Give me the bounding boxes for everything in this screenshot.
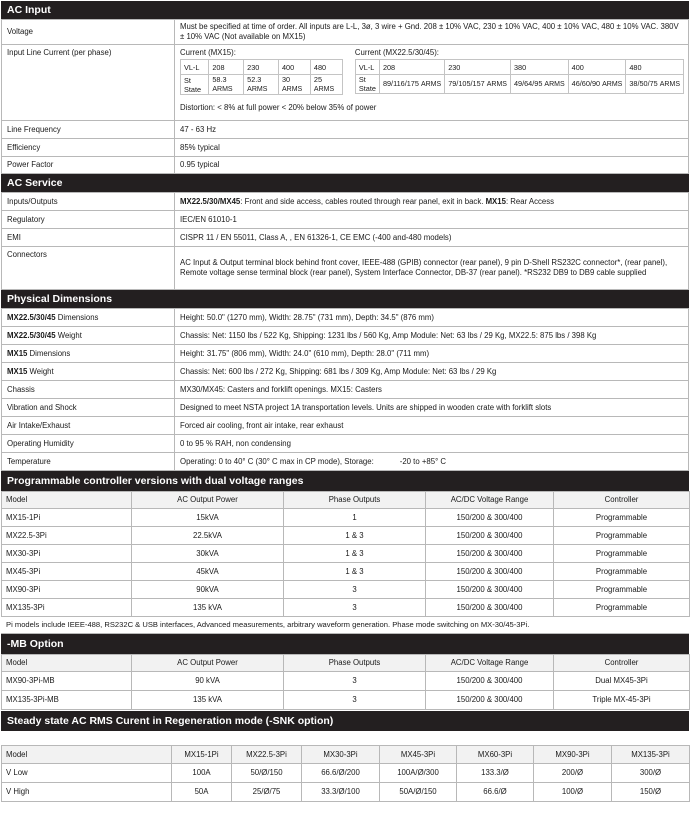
col-header: MX135-3Pi (612, 746, 690, 764)
physical-row (2, 309, 689, 327)
distortion-text: Distortion: < 8% at full power < 20% below 35% of power (180, 103, 377, 112)
controller-cell: Programmable (554, 527, 690, 545)
model-cell: MX135-3Pi-MB (2, 691, 132, 710)
current-cell: 300/Ø (612, 764, 690, 783)
input-current-label: Input Line Current (per phase) (2, 45, 175, 121)
col-header: MX90-3Pi (534, 746, 612, 764)
mx15-current-cell: 52.3 ARMS (244, 75, 279, 95)
table-row (2, 581, 690, 599)
programmable-header-row (2, 492, 690, 509)
physical-row (2, 399, 689, 417)
mx22-current-cell: 49/64/95 ARMS (510, 75, 568, 94)
ac-input-table (1, 19, 689, 174)
physical-row (2, 363, 689, 381)
current-cell: 66.6/Ø (457, 783, 534, 802)
current-cell: 133.3/Ø (457, 764, 534, 783)
mx15-current-cell: 30 ARMS (278, 75, 310, 95)
col-header: Phase Outputs (284, 492, 426, 509)
physical-value: 0 to 95 % RAH, non condensing (175, 435, 689, 453)
physical-value: Height: 50.0" (1270 mm), Width: 28.75" (731 mm), Depth: 34.5" (876 mm) (175, 309, 689, 327)
mx15-v230-cell: 230 (244, 60, 279, 75)
emi-label: EMI (2, 229, 175, 247)
temperature-row (2, 453, 689, 471)
power-cell: 22.5kVA (132, 527, 284, 545)
regen-table (1, 745, 690, 802)
input-current-value (175, 45, 689, 121)
physical-table (1, 308, 689, 471)
physical-row (2, 327, 689, 345)
spec-sheet (1, 1, 689, 817)
phase-cell: 3 (284, 691, 426, 710)
current-cell: 150/Ø (612, 783, 690, 802)
model-cell: MX90-3Pi (2, 581, 132, 599)
connectors-row (2, 247, 689, 290)
mx22-v208-cell: 208 (379, 60, 444, 75)
connectors-value: AC Input & Output terminal block behind front cover, IEEE-488 (GPIB) connector (rear panel), 9 pin D-Shell RS232C connector*, (rear panel), Remote voltage sense terminal block (rear panel), System Interface Connector, DB-37 (rear panel). *RS232 DB9 to DB9 cable supplied (175, 247, 689, 290)
voltage-row (2, 20, 689, 45)
range-cell: 150/200 & 300/400 (426, 581, 554, 599)
power-factor-label: Power Factor (2, 157, 175, 174)
controller-cell: Programmable (554, 509, 690, 527)
range-cell: 150/200 & 300/400 (426, 527, 554, 545)
line-frequency-value: 47 - 63 Hz (175, 121, 689, 139)
power-cell: 90 kVA (132, 672, 284, 691)
mb-option-table (1, 654, 690, 710)
phase-cell: 1 & 3 (284, 545, 426, 563)
current-cell: 50A/Ø/150 (380, 783, 457, 802)
table-row (2, 509, 690, 527)
mx22-current-cell: 38/50/75 ARMS (626, 75, 684, 94)
mx15-v400-cell: 400 (278, 60, 310, 75)
table-row (2, 764, 690, 783)
range-cell: 150/200 & 300/400 (426, 545, 554, 563)
physical-label: MX15 Weight (2, 363, 175, 381)
power-cell: 90kVA (132, 581, 284, 599)
line-frequency-label: Line Frequency (2, 121, 175, 139)
col-header: Model (2, 655, 132, 672)
physical-label: Vibration and Shock (2, 399, 175, 417)
model-cell: MX135-3Pi (2, 599, 132, 617)
regulatory-label: Regulatory (2, 211, 175, 229)
current-cell: 100/Ø (534, 783, 612, 802)
physical-row (2, 345, 689, 363)
controller-cell: Triple MX-45-3Pi (554, 691, 690, 710)
phase-cell: 3 (284, 581, 426, 599)
col-header: Phase Outputs (284, 655, 426, 672)
ac-service-table (1, 192, 689, 290)
table-row (2, 545, 690, 563)
range-label-cell: V Low (2, 764, 172, 783)
physical-label: MX15 Dimensions (2, 345, 175, 363)
power-cell: 45kVA (132, 563, 284, 581)
col-header: Controller (554, 492, 690, 509)
regen-header-row (2, 746, 690, 764)
mx15-v480-cell: 480 (310, 60, 342, 75)
mx22-v400-cell: 400 (568, 60, 626, 75)
current-cell: 100A (172, 764, 232, 783)
temperature-value: Operating: 0 to 40° C (30° C max in CP mode), Storage: -20 to +85° C (175, 453, 689, 471)
efficiency-value: 85% typical (175, 139, 689, 157)
mx22-current-caption: Current (MX22.5/30/45): (354, 48, 439, 57)
col-header: MX60-3Pi (457, 746, 534, 764)
col-header: Model (2, 492, 132, 509)
table-row (2, 563, 690, 581)
mx15-v208-cell: 208 (209, 60, 244, 75)
power-factor-value: 0.95 typical (175, 157, 689, 174)
voltage-label: Voltage (2, 20, 175, 45)
mx15-current-caption: Current (MX15): (180, 48, 236, 57)
range-label-cell: V High (2, 783, 172, 802)
regen-spacer (1, 731, 689, 745)
physical-label: MX22.5/30/45 Weight (2, 327, 175, 345)
range-cell: 150/200 & 300/400 (426, 509, 554, 527)
physical-label: MX22.5/30/45 Dimensions (2, 309, 175, 327)
mx22-ststate-cell: St State (355, 75, 379, 94)
mx15-vll-cell: VL-L (181, 60, 209, 75)
phase-cell: 3 (284, 672, 426, 691)
controller-cell: Programmable (554, 563, 690, 581)
physical-label: Operating Humidity (2, 435, 175, 453)
power-factor-row (2, 157, 689, 174)
current-cell: 25/Ø/75 (232, 783, 302, 802)
model-cell: MX45-3Pi (2, 563, 132, 581)
col-header: MX45-3Pi (380, 746, 457, 764)
mx22-v380-cell: 380 (510, 60, 568, 75)
col-header: Controller (554, 655, 690, 672)
col-header: MX15-1Pi (172, 746, 232, 764)
physical-row (2, 381, 689, 399)
efficiency-row (2, 139, 689, 157)
power-cell: 30kVA (132, 545, 284, 563)
physical-value: Chassis: Net: 1150 lbs / 522 Kg, Shipping: 1231 lbs / 560 Kg, Amp Module: Net: 63 lbs / 29 Kg, MX22.5: 875 lbs / 398 Kg (175, 327, 689, 345)
phase-cell: 1 (284, 509, 426, 527)
physical-value: MX30/MX45: Casters and forklift openings. MX15: Casters (175, 381, 689, 399)
current-cell: 50A (172, 783, 232, 802)
power-cell: 135 kVA (132, 691, 284, 710)
regen-header: Steady state AC RMS Curent in Regeneration mode (-SNK option) (1, 711, 689, 731)
phase-cell: 1 & 3 (284, 527, 426, 545)
power-cell: 15kVA (132, 509, 284, 527)
table-row (2, 691, 690, 710)
model-cell: MX22.5-3Pi (2, 527, 132, 545)
col-header: AC/DC Voltage Range (426, 655, 554, 672)
physical-label: Chassis (2, 381, 175, 399)
controller-cell: Dual MX45-3Pi (554, 672, 690, 691)
mx15-current-cell: 58.3 ARMS (209, 75, 244, 95)
efficiency-label: Efficiency (2, 139, 175, 157)
regulatory-value: IEC/EN 61010-1 (175, 211, 689, 229)
mx22-current-cell: 79/105/157 ARMS (445, 75, 511, 94)
emi-value: CISPR 11 / EN 55011, Class A, , EN 61326-1, CE EMC (-400 and-480 models) (175, 229, 689, 247)
physical-label: Air Intake/Exhaust (2, 417, 175, 435)
line-frequency-row (2, 121, 689, 139)
table-row (2, 599, 690, 617)
programmable-header: Programmable controller versions with dual voltage ranges (1, 471, 689, 491)
mx15-current-table (180, 59, 343, 95)
input-current-row (2, 45, 689, 121)
power-cell: 135 kVA (132, 599, 284, 617)
table-row (2, 783, 690, 802)
physical-value: Forced air cooling, front air intake, rear exhaust (175, 417, 689, 435)
table-row (2, 672, 690, 691)
range-cell: 150/200 & 300/400 (426, 672, 554, 691)
physical-value: Chassis: Net: 600 lbs / 272 Kg, Shipping: 681 lbs / 309 Kg, Amp Module: Net: 63 lbs / 29 Kg (175, 363, 689, 381)
mb-header-row (2, 655, 690, 672)
emi-row (2, 229, 689, 247)
table-row (2, 527, 690, 545)
current-cell: 200/Ø (534, 764, 612, 783)
mx22-v480-cell: 480 (626, 60, 684, 75)
programmable-table (1, 491, 690, 617)
mx22-vll-cell: VL-L (355, 60, 379, 75)
col-header: Model (2, 746, 172, 764)
model-cell: MX30-3Pi (2, 545, 132, 563)
physical-header: Physical Dimensions (1, 290, 689, 308)
physical-row (2, 435, 689, 453)
mx22-current-table (355, 59, 684, 94)
physical-value: Height: 31.75" (806 mm), Width: 24.0" (610 mm), Depth: 28.0" (711 mm) (175, 345, 689, 363)
regulatory-row (2, 211, 689, 229)
pi-models-note: Pi models include IEEE-488, RS232C & USB interfaces, Advanced measurements, arbitrary waveform generation. Phase mode switching on MX-30/45-3Pi. (1, 617, 689, 634)
voltage-value: Must be specified at time of order. All inputs are L-L, 3ø, 3 wire + Gnd. 208 ± 10% VAC, 230 ± 10% VAC, 400 ± 10% VAC, 480 ± 10% VAC. 380V ± 10% VAC (Not available on MX15) (175, 20, 689, 45)
inputs-outputs-row (2, 193, 689, 211)
current-cell: 66.6/Ø/200 (302, 764, 380, 783)
phase-cell: 1 & 3 (284, 563, 426, 581)
mx22-current-cell: 46/60/90 ARMS (568, 75, 626, 94)
mx22-current-cell: 89/116/175 ARMS (379, 75, 444, 94)
col-header: AC/DC Voltage Range (426, 492, 554, 509)
controller-cell: Programmable (554, 581, 690, 599)
model-cell: MX90-3Pi-MB (2, 672, 132, 691)
temperature-label: Temperature (2, 453, 175, 471)
mb-option-header: -MB Option (1, 634, 689, 654)
col-header: AC Output Power (132, 492, 284, 509)
physical-value: Designed to meet NSTA project 1A transportation levels. Units are shipped in wooden crate with forklift slots (175, 399, 689, 417)
phase-cell: 3 (284, 599, 426, 617)
mx15-current-cell: 25 ARMS (310, 75, 342, 95)
range-cell: 150/200 & 300/400 (426, 691, 554, 710)
mx22-current-block (355, 47, 684, 95)
physical-row (2, 417, 689, 435)
range-cell: 150/200 & 300/400 (426, 599, 554, 617)
mx22-v230-cell: 230 (445, 60, 511, 75)
col-header: MX22.5-3Pi (232, 746, 302, 764)
col-header: MX30-3Pi (302, 746, 380, 764)
ac-service-header: AC Service (1, 174, 689, 192)
connectors-label: Connectors (2, 247, 175, 290)
current-cell: 100A/Ø/300 (380, 764, 457, 783)
model-cell: MX15-1Pi (2, 509, 132, 527)
inputs-outputs-label: Inputs/Outputs (2, 193, 175, 211)
ac-input-header: AC Input (1, 1, 689, 19)
col-header: AC Output Power (132, 655, 284, 672)
controller-cell: Programmable (554, 545, 690, 563)
range-cell: 150/200 & 300/400 (426, 563, 554, 581)
current-cell: 50/Ø/150 (232, 764, 302, 783)
controller-cell: Programmable (554, 599, 690, 617)
mx15-ststate-cell: St State (181, 75, 209, 95)
current-cell: 33.3/Ø/100 (302, 783, 380, 802)
inputs-outputs-value: MX22.5/30/MX45: Front and side access, cables routed through rear panel, exit in back. MX15: Rear Access (175, 193, 689, 211)
mx15-current-block (180, 47, 343, 95)
